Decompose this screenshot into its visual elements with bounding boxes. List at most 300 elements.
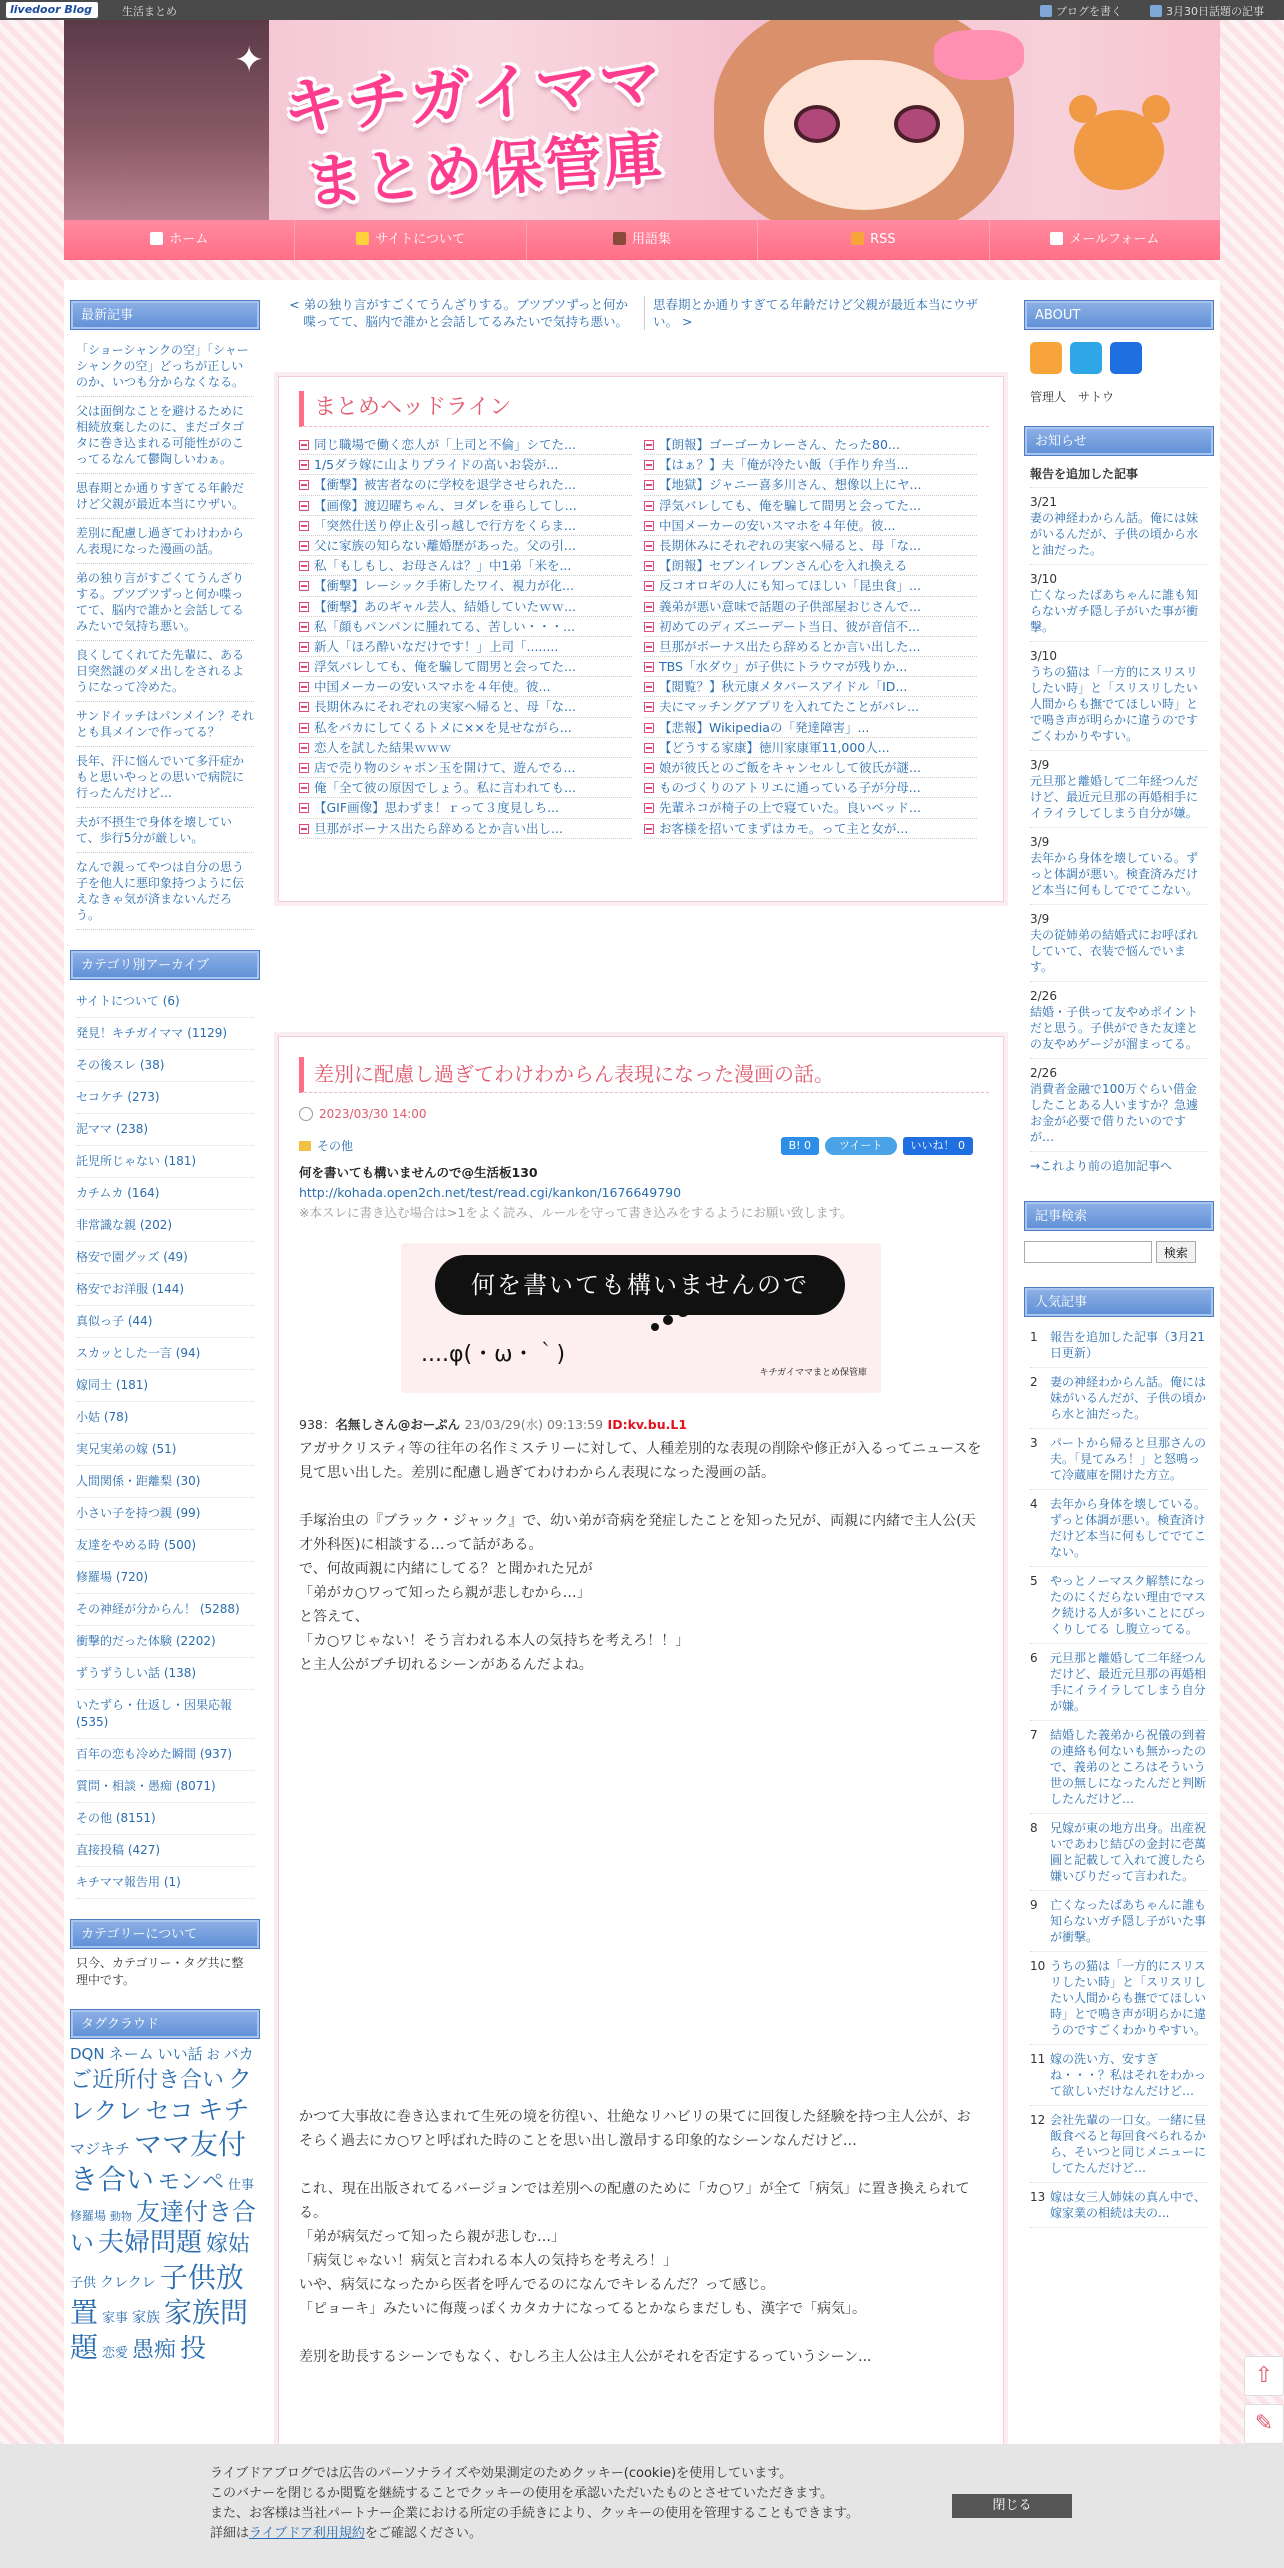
category-item[interactable]: 質問・相談・愚痴 (8071) (76, 1771, 254, 1803)
headline-text: 義弟が悪い意味で話題の子供部屋おじさんで... (659, 598, 921, 614)
headline-text: 【悲報】Wikipediaの「発達障害」... (659, 719, 870, 735)
headline-text: ものづくりのアトリエに通っている子が分母... (659, 780, 921, 796)
post-date: 23/03/29(水) 09:13:59 (464, 1417, 604, 1432)
headline-text: 反コオロギの人にも知ってほしい「昆虫食」... (659, 578, 921, 594)
popular-rank: 9 (1030, 1898, 1038, 1912)
cookie-consent-banner (0, 2444, 1284, 2568)
popular-title: パートから帰ると旦那さんの夫。「見てみろ！」と怒鳴って冷蔵庫を開けた方立。 (1050, 1436, 1207, 1482)
popular-title: 妻の神経わからん話。俺には妹がいるんだが、子供の頃から水と油だった。 (1050, 1375, 1207, 1421)
headline-item[interactable] (299, 576, 632, 596)
post-number: 938： (299, 1417, 336, 1432)
news-heading: お知らせ (1024, 426, 1214, 456)
popular-title: 去年から身体を壊している。ずっと体調が悪い。検査済けだけど本当に何もしてでてこない。 (1050, 1497, 1207, 1559)
tag-item[interactable]: クレクレ (100, 2274, 156, 2291)
headline-marker-icon (299, 723, 309, 733)
news-date: 3/21 (1030, 495, 1057, 509)
recent-post-item[interactable]: 思春期とか通りすぎてる年齢だけど父親が最近本当にウザい。 (76, 474, 254, 519)
headline-item[interactable] (644, 496, 977, 516)
tag-item[interactable]: DQN (70, 2045, 105, 2063)
article-meta (279, 1093, 1003, 1129)
headline-marker-icon (299, 541, 309, 551)
headline-marker-icon (299, 460, 309, 470)
thread-url-link[interactable]: http://kohada.open2ch.net/test/read.cgi/kankon/1676649790 (299, 1185, 682, 1200)
tag-item[interactable]: 恋愛 (102, 2345, 129, 2361)
post-line: 「弟がカ○ワって知ったら親が悲しむから…」 (299, 1585, 591, 1601)
popular-post-item[interactable] (1030, 2183, 1208, 2228)
headline-marker-icon (644, 561, 654, 571)
category-item[interactable]: 発見！キチガイママ (1129) (76, 1018, 254, 1050)
headline-text: 旦那がボーナス出たら辞めるとか言い出し... (314, 820, 563, 836)
category-item[interactable]: 小さい子を持つ親 (99) (76, 1498, 254, 1530)
next-post-link[interactable]: 思春期とか通りすぎてる年齢だけど父親が最近本当にウザい。 > (644, 296, 984, 330)
category-item[interactable]: 託児所じゃない (181) (76, 1146, 254, 1178)
warning-icon (356, 232, 369, 245)
headline-item[interactable] (644, 516, 977, 536)
post-938 (299, 1413, 983, 2369)
category-item[interactable]: カチムカ (164) (76, 1178, 254, 1210)
headline-item[interactable] (299, 435, 632, 455)
main-navigation (64, 220, 1220, 260)
headline-item[interactable] (299, 597, 632, 617)
headline-item[interactable] (644, 455, 977, 475)
tag-item[interactable]: お (206, 2048, 220, 2063)
popular-post-item[interactable] (1030, 1644, 1208, 1721)
headline-marker-icon (644, 803, 654, 813)
tag-item[interactable]: バカ (223, 2045, 254, 2063)
mascot-girl-illustration (684, 20, 1044, 220)
post-pager (278, 296, 1004, 352)
banner-watermark: キチガイママまとめ保管庫 (759, 1368, 867, 1378)
headline-item[interactable] (299, 778, 632, 798)
news-title: 妻の神経わからん話。俺には妹がいるんだが、子供の頃から水と油だった。 (1030, 511, 1199, 557)
headline-text: 【閲覧？】秋元康メタバースアイドル「ID... (659, 679, 908, 695)
headline-item[interactable] (644, 556, 977, 576)
headline-text: TBS「水ダウ」が子供にトラウマが残りか... (659, 659, 908, 675)
headline-marker-icon (299, 581, 309, 591)
popular-title: 亡くなったばあちゃんに誰も知らないガチ隠し子がいた事が衝撃。 (1050, 1898, 1207, 1944)
headline-item[interactable] (299, 718, 632, 738)
popular-rank: 10 (1030, 1959, 1046, 1973)
book-icon (613, 232, 626, 245)
tag-item[interactable]: 友達付き合い (70, 2198, 257, 2258)
tag-item[interactable]: 投 (180, 2333, 207, 2364)
tag-item[interactable]: 動物 (110, 2210, 133, 2224)
popular-post-item[interactable] (1030, 2106, 1208, 2183)
tag-item[interactable]: いい話 (157, 2045, 203, 2063)
headline-item[interactable] (299, 637, 632, 657)
popular-posts-heading: 人気記事 (1024, 1287, 1214, 1317)
category-item[interactable]: 格安でお洋服 (144) (76, 1274, 254, 1306)
category-item[interactable]: 人間関係・距離梨 (30) (76, 1466, 254, 1498)
popular-title: やっとノーマスク解禁になったのにくだらない理由でマスク続ける人が多いことにびっくりしてる し腹立ってる。 (1050, 1574, 1207, 1636)
headline-item[interactable] (644, 677, 977, 697)
headline-text: 【衝撃】被害者なのに学校を退学させられた... (314, 477, 576, 493)
category-item[interactable]: 格安で園グッズ (49) (76, 1242, 254, 1274)
news-item[interactable] (1030, 905, 1208, 982)
news-more-link[interactable]: →これより前の追加記事へ (1030, 1159, 1173, 1173)
headline-item[interactable] (644, 536, 977, 556)
popular-title: 嫁は女三人姉妹の真ん中で、嫁家業の相続は夫の... (1050, 2190, 1206, 2220)
tag-item[interactable]: 子供 (70, 2275, 97, 2291)
news-date: 2/26 (1030, 1066, 1057, 1080)
headline-marker-icon (644, 501, 654, 511)
headline-item[interactable] (299, 455, 632, 475)
headline-item[interactable] (644, 475, 977, 495)
headline-item[interactable] (644, 798, 977, 818)
headline-marker-icon (299, 480, 309, 490)
nav-mailform[interactable]: メールフォーム (990, 220, 1220, 260)
news-body (1024, 456, 1214, 1187)
article-date[interactable]: 2023/03/30 14:00 (319, 1107, 427, 1121)
scroll-top-button[interactable] (1244, 2356, 1284, 2396)
headline-text: 私「顔もパンパンに腫れてる、苦しい・・・... (314, 618, 576, 634)
category-about-widget (70, 1919, 260, 1995)
headline-item[interactable] (299, 758, 632, 778)
ad-space (299, 1677, 983, 2105)
post-line: かつて大事故に巻き込まれて生死の境を彷徨い、壮絶なリハビリの果てに回復した経験を持つ主人公が、おそらく過去にカ○ワと呼ばれた時のことを思い出し激昂する印象的なシーンなんだけど… (299, 2109, 971, 2149)
trending-link[interactable]: 3月30日話題の記事 (1150, 3, 1264, 19)
popular-rank: 8 (1030, 1821, 1038, 1835)
recent-post-item[interactable]: なんで親ってやつは自分の思う子を他人に悪印象持つように伝えなきゃ気が済まないんだろう。 (76, 853, 254, 930)
news-item[interactable] (1030, 751, 1208, 828)
tag-item[interactable]: 修羅場 (70, 2209, 107, 2224)
edit-button[interactable] (1244, 2404, 1284, 2444)
headline-marker-icon (644, 824, 654, 834)
tag-item[interactable]: キチ (197, 2095, 250, 2126)
rss-icon (851, 232, 864, 245)
nav-glossary[interactable]: 用語集 (527, 220, 758, 260)
post-line: いや、病気になったから医者を呼んでるのになんでキレるんだ？って感じ。 (299, 2277, 775, 2293)
news-item[interactable] (1030, 488, 1208, 565)
headline-item[interactable] (644, 597, 977, 617)
tag-item[interactable]: 子供放置 (70, 2260, 244, 2329)
article-title[interactable]: 差別に配慮し過ぎてわけわからん表現になった漫画の話。 (299, 1057, 989, 1093)
popular-title: 嫁の洗い方、安すぎね・・・？私はそれをわかって欲しいだけなんだけど… (1050, 2052, 1207, 2098)
tag-cloud (70, 2039, 260, 2371)
search-input[interactable] (1024, 1241, 1152, 1263)
popular-rank: 6 (1030, 1651, 1038, 1665)
recent-post-item[interactable]: 夫が不摂生で身体を壊していて、歩行5分が厳しい。 (76, 808, 254, 853)
headline-item[interactable] (644, 718, 977, 738)
category-list (70, 980, 260, 1905)
tweet-button[interactable]: ツイート (825, 1137, 896, 1155)
right-sidebar (1024, 300, 1214, 2248)
hatena-icon[interactable] (1110, 342, 1142, 374)
popular-title: 元旦那と離婚して二年経つんだけど、最近元旦那の再婚相手にイライラしてしまう自分が嫌。 (1050, 1651, 1207, 1713)
thread-banner-image (401, 1243, 881, 1393)
tag-item[interactable]: 嫁姑 (206, 2232, 251, 2258)
popular-rank: 1 (1030, 1330, 1038, 1344)
blog-header-banner[interactable] (64, 20, 1220, 220)
tag-item[interactable]: ご近所付き合い (70, 2068, 225, 2094)
category-item[interactable]: 友達をやめる時 (500) (76, 1530, 254, 1562)
headline-text: 浮気バレしても、俺を騙して間男と会ってた... (659, 497, 921, 513)
news-item[interactable] (1030, 982, 1208, 1059)
home-icon (150, 232, 163, 245)
search-heading: 記事検索 (1024, 1201, 1214, 1231)
tag-item[interactable]: セコ (145, 2096, 194, 2125)
category-item[interactable]: 修羅場 (720) (76, 1562, 254, 1594)
news-item[interactable] (1030, 565, 1208, 642)
clock-icon (299, 1107, 313, 1121)
popular-post-item[interactable] (1030, 2045, 1208, 2106)
popular-post-item[interactable] (1030, 1567, 1208, 1644)
tag-item[interactable]: クレクレ (70, 2065, 253, 2125)
headline-text: 私をバカにしてくるトメに××を見せながら... (314, 719, 572, 735)
blog-title-logo (274, 44, 714, 217)
headline-item[interactable] (644, 617, 977, 637)
category-item[interactable]: 嫁同士 (181) (76, 1370, 254, 1402)
headline-marker-icon (299, 783, 309, 793)
headline-text: 店で売り物のシャボン玉を開けて、遊んでる... (314, 760, 576, 775)
category-item[interactable]: その他 (8151) (76, 1803, 254, 1835)
headline-item[interactable] (299, 738, 632, 758)
headline-marker-icon (299, 561, 309, 571)
tag-item[interactable]: 夫婦問題 (98, 2228, 203, 2259)
news-title: 消費者金融で100万ぐらい借金したことある人いますか？急遽お金が必要で借りたいのですが… (1030, 1082, 1199, 1144)
category-item[interactable]: スカッとした一言 (94) (76, 1338, 254, 1370)
category-item[interactable]: 直接投稿 (427) (76, 1835, 254, 1867)
category-item[interactable]: 泥ママ (238) (76, 1114, 254, 1146)
category-item[interactable]: その神経が分からん！ (5288) (76, 1594, 254, 1626)
popular-post-item[interactable] (1030, 1368, 1208, 1429)
recent-post-item[interactable]: 長年、汗に悩んでいて多汗症かもと思いやっとの思いで病院に行ったんだけど… (76, 747, 254, 808)
headline-item[interactable] (299, 475, 632, 495)
twitter-icon[interactable] (1070, 342, 1102, 374)
headline-marker-icon (299, 763, 309, 773)
post-paragraph-2 (299, 1509, 983, 1677)
post-paragraph-1 (299, 1437, 983, 1485)
tag-item[interactable]: 家事 (102, 2310, 129, 2326)
headline-item[interactable] (644, 435, 977, 455)
tag-item[interactable]: 家族 (132, 2309, 161, 2326)
category-item[interactable]: 非常識な親 (202) (76, 1210, 254, 1242)
recent-post-item[interactable]: 父は面倒なことを避けるために相続放棄したのに、まだゴタゴタに巻き込まれる可能性がのこってるなんて鬱陶しいわぁ。 (76, 397, 254, 474)
post-paragraph-3 (299, 2105, 983, 2153)
category-item[interactable]: ずうずうしい話 (138) (76, 1658, 254, 1690)
category-item[interactable]: 実兄実弟の嫁 (51) (76, 1434, 254, 1466)
mail-icon (1050, 232, 1063, 245)
headline-marker-icon (299, 662, 309, 672)
terms-link[interactable]: ライブドア利用規約 (249, 2526, 365, 2541)
headline-item[interactable] (299, 556, 632, 576)
headline-item[interactable] (644, 657, 977, 677)
news-date: 2/26 (1030, 989, 1057, 1003)
popular-post-item[interactable] (1030, 1952, 1208, 2045)
headline-text: 長期休みにそれぞれの実家へ帰ると、母「な... (659, 537, 921, 553)
category-item[interactable]: サイトについて (6) (76, 986, 254, 1018)
headline-text: 父に家族の知らない離婚歴があった。父の引... (314, 537, 576, 553)
headline-list (279, 427, 1003, 839)
headline-text: 恋人を試した結果ｗｗｗ (314, 739, 452, 755)
headline-item[interactable] (644, 778, 977, 798)
tag-item[interactable]: 家族問題 (70, 2295, 249, 2364)
headline-text: 【画像】渡辺曜ちゃん、ヨダレを垂らしてし... (314, 497, 577, 513)
news-subheading: 報告を追加した記事 (1030, 462, 1208, 488)
headline-item[interactable] (299, 697, 632, 717)
recent-post-item[interactable]: サンドイッチはパンメイン？それとも具メインで作ってる？ (76, 702, 254, 747)
popular-rank: 5 (1030, 1574, 1038, 1588)
headline-item[interactable] (644, 819, 977, 839)
tag-item[interactable]: ネーム (108, 2045, 154, 2063)
headline-marker-icon (644, 702, 654, 712)
category-item[interactable]: 小姑 (78) (76, 1402, 254, 1434)
about-body (1024, 330, 1214, 412)
headline-text: 先輩ネコが椅子の上で寝ていた。良いベッド... (659, 800, 921, 816)
headline-text: 長期休みにそれぞれの実家へ帰ると、母「な... (314, 699, 576, 715)
nav-home[interactable]: ホーム (64, 220, 295, 260)
category-item[interactable]: セコケチ (273) (76, 1082, 254, 1114)
headline-marker-icon (299, 602, 309, 612)
news-item[interactable] (1030, 642, 1208, 751)
headline-item[interactable] (644, 637, 977, 657)
recent-post-item[interactable]: 差別に配慮し過ぎてわけわからん表現になった漫画の話。 (76, 519, 254, 564)
article-category-link[interactable]: その他 (317, 1139, 354, 1153)
popular-title: 会社先輩の一口女。一緒に昼飯食べると毎回食べられるから、そいつと同じメニューにしてたんだけど… (1050, 2113, 1207, 2175)
headline-marker-icon (299, 682, 309, 692)
headline-text: 初めてのディズニーデート当日、彼が音信不... (659, 618, 920, 634)
post-line: 手塚治虫の『ブラック・ジャック』で、幼い弟が奇病を発症したことを知った兄が、両親に内緒で主人公(天才外科医)に相談する…って話がある。 (299, 1513, 976, 1553)
news-date: 3/10 (1030, 649, 1057, 663)
thread-note: ※本スレに書き込む場合は>1をよく読み、ルールを守って書き込みをするようにお願い致します。 (299, 1205, 853, 1220)
popular-rank: 13 (1030, 2190, 1046, 2204)
mascot-bear-illustration (1064, 90, 1174, 210)
category-item[interactable]: いたずら・仕返し・因果応報 (535) (76, 1690, 254, 1739)
category-item[interactable]: 衝撃的だった体験 (2202) (76, 1626, 254, 1658)
popular-post-item[interactable] (1030, 1323, 1208, 1368)
post-line: 「病気じゃない！病気と言われる本人の気持ちを考えろ！」 (299, 2253, 677, 2269)
headline-text: 【地獄】ジャニー喜多川さん、想像以上にヤ... (659, 477, 922, 493)
popular-post-item[interactable] (1030, 1891, 1208, 1952)
recent-post-item[interactable]: 弟の独り言がすごくてうんざりする。ブツブツずっと何か喋ってて、脳内で誰かと会話してるみたいで気持ち悪い。 (76, 564, 254, 641)
headline-item[interactable] (299, 516, 632, 536)
headline-marker-icon (299, 440, 309, 450)
site-category-label[interactable]: 生活まとめ (122, 5, 177, 18)
news-date: 3/9 (1030, 835, 1050, 849)
popular-rank: 4 (1030, 1497, 1038, 1511)
headline-marker-icon (644, 521, 654, 531)
popular-posts-list (1024, 1317, 1214, 2234)
post-author: 名無しさん@おーぷん (335, 1417, 461, 1432)
tag-item[interactable]: モンペ (158, 2170, 225, 2196)
category-about-text: 只今、カテゴリー・タグ共に整理中です。 (76, 1956, 244, 1987)
news-title: 結婚・子供って友やめポイントだと思う。子供ができた友達との友やめゲージが溜まってる。 (1030, 1005, 1199, 1051)
banner-emoticon: ....φ(・ω・｀) (421, 1342, 566, 1367)
left-sidebar (70, 300, 260, 2385)
headline-marker-icon (299, 622, 309, 632)
popular-title: 報告を追加した記事（3月21日更新） (1050, 1330, 1205, 1360)
headline-marker-icon (299, 521, 309, 531)
banner-speech-bubble: 何を書いても構いませんので (435, 1255, 845, 1315)
article-category-row (279, 1129, 1003, 1155)
prev-post-link[interactable]: < 弟の独り言がすごくてうんざりする。ブツブツずっと何か喋ってて、脳内で誰かと会話してるみたいで気持ち悪い。 (289, 297, 628, 329)
write-blog-link[interactable]: ブログを書く (1040, 3, 1122, 19)
headline-marker-icon (644, 723, 654, 733)
tag-item[interactable]: マジキチ (70, 2140, 131, 2159)
tag-cloud-heading: タグクラウド (70, 2009, 260, 2039)
rss-feed-icon[interactable] (1030, 342, 1062, 374)
post-paragraph-5: 差別を助長するシーンでもなく、むしろ主人公は主人公がそれを否定するっていうシーン... (299, 2349, 872, 2365)
recent-post-item[interactable]: 良くしてくれてた先輩に、ある日突然謎のダメ出しをされるようになって冷めた。 (76, 641, 254, 702)
cookie-close-button[interactable]: 閉じる (952, 2494, 1072, 2518)
nav-rss[interactable]: RSS (758, 220, 989, 260)
category-item[interactable]: その後スレ (38) (76, 1050, 254, 1082)
facebook-like-button[interactable]: いいね！ 0 (903, 1137, 974, 1155)
headline-item[interactable] (644, 758, 977, 778)
tag-item[interactable]: 愚痴 (132, 2337, 177, 2363)
popular-post-item[interactable] (1030, 1429, 1208, 1490)
category-item[interactable]: キチママ報告用 (1) (76, 1867, 254, 1899)
headline-text: 俺「全て彼の原因でしょう。私に言われても... (314, 780, 576, 796)
post-line: 「ピョーキ」みたいに侮蔑っぽくカタカナになってるとかならまだしも、漢字で「病気」。 (299, 2301, 866, 2317)
popular-title: 結婚した義弟から祝儀の到着の連絡も何ないも無かったので、義弟のところはそういう世の無しになったんだと判断したんだけど… (1050, 1728, 1207, 1806)
recent-post-item[interactable]: 「ショーシャンクの空」「シャーシャンクの空」どっちが正しいのか、いつも分からなくなる。 (76, 336, 254, 397)
hatena-bookmark-button[interactable]: B! 0 (781, 1137, 819, 1155)
popular-post-item[interactable] (1030, 1721, 1208, 1814)
tag-item[interactable]: 仕事 (228, 2178, 255, 2194)
post-line: と答えて、 (299, 1609, 369, 1625)
arrow-up-icon: ⇧ (1254, 2363, 1274, 2388)
headline-text: 同じ職場で働く恋人が「上司と不倫」シてた... (314, 437, 576, 452)
news-title: 元旦那と離婚して二年経つんだけど、最近元旦那の再婚相手にイライラしてしまう自分が嫌。 (1030, 774, 1199, 820)
headline-item[interactable] (299, 536, 632, 556)
livedoor-blog-logo[interactable]: livedoor Blog (6, 2, 98, 18)
news-item[interactable] (1030, 828, 1208, 905)
search-button[interactable]: 検索 (1156, 1241, 1196, 1263)
popular-rank: 7 (1030, 1728, 1038, 1742)
popular-post-item[interactable] (1030, 1814, 1208, 1891)
share-buttons (781, 1137, 973, 1155)
headline-item[interactable] (299, 819, 632, 839)
headline-text: 娘が彼氏とのご飯をキャンセルして彼氏が謎... (659, 760, 921, 775)
nav-about[interactable]: サイトについて (295, 220, 526, 260)
news-title: うちの猫は「一方的にスリスリしたい時」と「スリスリしたい人間からも撫でてほしい時」とで鳴き声が明らかに違うのですごくわかりやすい。 (1030, 665, 1199, 743)
post-line: 「弟が病気だって知ったら親が悲しむ…」 (299, 2229, 565, 2245)
headline-item[interactable] (644, 697, 977, 717)
news-title: 去年から身体を壊している。ずっと体調が悪い。検査済みだけど本当に何もしてでてこない。 (1030, 851, 1199, 897)
category-item[interactable]: 真似っ子 (44) (76, 1306, 254, 1338)
thread-title: 何を書いても構いませんので@生活板130 (299, 1165, 538, 1180)
headline-box (278, 376, 1004, 902)
category-item[interactable]: 百年の恋も冷めた瞬間 (937) (76, 1739, 254, 1771)
headline-item[interactable] (299, 496, 632, 516)
headline-column-right (644, 435, 989, 839)
news-title: 夫の従姉弟の結婚式にお呼ばれしていて、衣装で悩んでいます。 (1030, 928, 1199, 974)
news-title: 亡くなったばあちゃんに誰も知らないガチ隠し子がいた事が衝撃。 (1030, 588, 1199, 634)
pencil-icon (1040, 5, 1052, 17)
about-widget (1024, 300, 1214, 412)
headline-item[interactable] (299, 798, 632, 818)
headline-item[interactable] (644, 576, 977, 596)
headline-item[interactable] (299, 657, 632, 677)
headline-item[interactable] (299, 617, 632, 637)
tag-cloud-widget (70, 2009, 260, 2371)
calendar-icon (1150, 5, 1162, 17)
popular-post-item[interactable] (1030, 1490, 1208, 1567)
recent-posts-list (70, 330, 260, 936)
headline-marker-icon (644, 783, 654, 793)
headline-item[interactable] (644, 738, 977, 758)
headline-text: 1/5ダラ嫁に山よりプライドの高いお袋が... (314, 457, 559, 473)
headline-text: 私「もしもし、お母さんは？」中1弟「米を... (314, 558, 572, 574)
post-paragraph-4 (299, 2177, 983, 2321)
headline-item[interactable] (299, 677, 632, 697)
tag-item[interactable]: ママ友付き合い (70, 2128, 247, 2197)
news-item[interactable] (1030, 1059, 1208, 1152)
headline-heading: まとめヘッドライン (299, 391, 989, 427)
headline-text: 【衝撃】レーシック手術したワイ、視力が化... (314, 578, 574, 594)
popular-posts-widget (1024, 1287, 1214, 2234)
